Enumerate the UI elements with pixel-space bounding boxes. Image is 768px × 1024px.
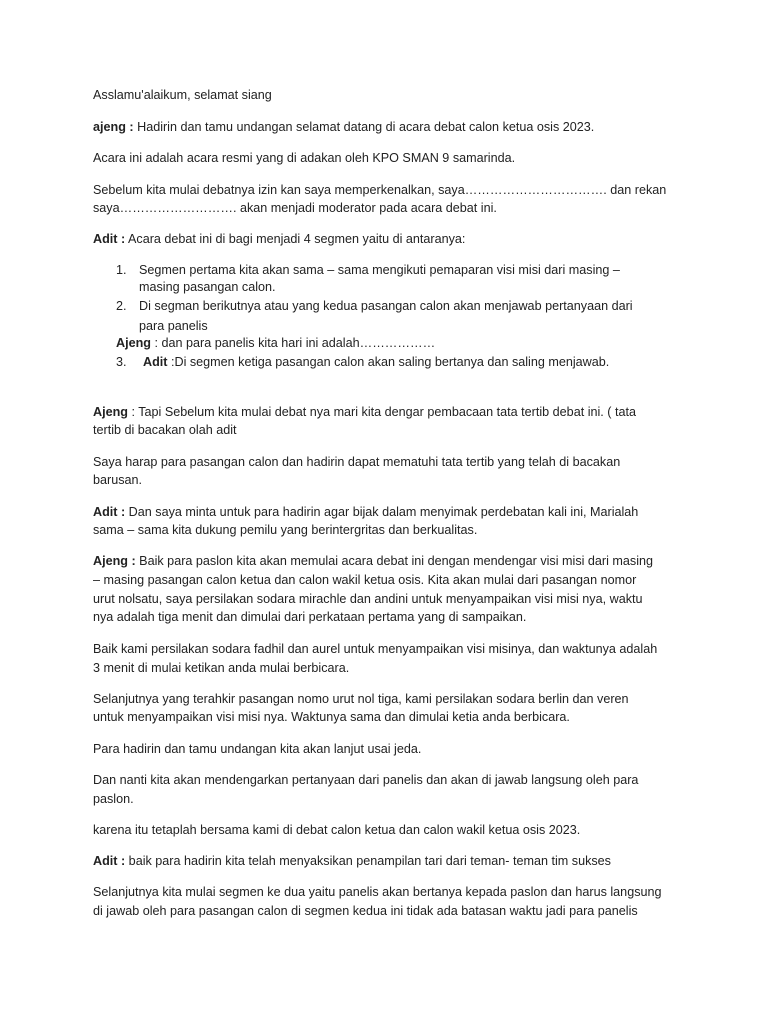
list-item-line: Di segman berikutnya atau yang kedua pasangan calon akan menjawab pertanyaan dari (139, 299, 633, 313)
list-interjection-line: Ajeng : dan para panelis kita hari ini adalah……………… (116, 336, 436, 350)
paragraph-line: Selanjutnya yang terahkir pasangan nomo urut nol tiga, kami persilakan sodara berlin dan veren (93, 692, 629, 706)
paragraph-line: paslon. (93, 792, 134, 806)
paragraph-line: Ajeng : Baik para paslon kita akan memulai acara debat ini dengan mendengar visi misi dari masing (93, 554, 654, 568)
paragraph-line: barusan. (93, 473, 143, 487)
paragraph-line: saya………………………. akan menjadi moderator pada acara debat ini. (93, 201, 497, 215)
paragraph-line: urut nolsatu, saya persilakan sodara mirachle dan andini untuk menyampaikan visi misi nya, waktu (93, 592, 643, 606)
list-number: 2. (116, 299, 127, 313)
paragraph-line: Acara ini adalah acara resmi yang di adakan oleh KPO SMAN 9 samarinda. (93, 151, 516, 165)
paragraph-line: Para hadirin dan tamu undangan kita akan lanjut usai jeda. (93, 742, 422, 756)
paragraph-line: Dan nanti kita akan mendengarkan pertanyaan dari panelis dan akan di jawab langsung oleh para (93, 773, 639, 787)
paragraph-line: Selanjutnya kita mulai segmen ke dua yaitu panelis akan bertanya kepada paslon dan harus langsung (93, 885, 662, 899)
list-item-line: Segmen pertama kita akan sama – sama mengikuti pemaparan visi misi dari masing – (139, 263, 620, 277)
speaker-label: Ajeng : (93, 554, 136, 568)
paragraph-line: Sebelum kita mulai debatnya izin kan saya memperkenalkan, saya……………………………. dan rekan (93, 183, 667, 197)
speaker-label: Adit (143, 355, 168, 369)
paragraph-line: Adit : Acara debat ini di bagi menjadi 4 segmen yaitu di antaranya: (93, 232, 466, 246)
paragraph-line: – masing pasangan calon ketua dan calon wakil ketua osis. Kita akan mulai dari pasangan nomor (93, 573, 637, 587)
speaker-label: ajeng : (93, 120, 134, 134)
paragraph-line: Adit : Dan saya minta untuk para hadirin agar bijak dalam menyimak perdebatan kali ini, Marialah (93, 505, 639, 519)
paragraph-line: 3 menit di mulai ketikan anda mulai berbicara. (93, 661, 350, 675)
list-number: 3. (116, 355, 127, 369)
speaker-label: Adit : (93, 232, 126, 246)
speaker-label: Adit : (93, 505, 126, 519)
paragraph-line: tertib di bacakan olah adit (93, 423, 237, 437)
paragraph-line: karena itu tetaplah bersama kami di debat calon ketua dan calon wakil ketua osis 2023. (93, 823, 581, 837)
speaker-label: Adit : (93, 854, 126, 868)
paragraph-line: nya adalah tiga menit dan dimulai dari perkataan pertama yang di sampaikan. (93, 610, 527, 624)
speaker-label: Ajeng (116, 336, 151, 350)
speaker-label: Ajeng (93, 405, 128, 419)
paragraph-line: sama – sama kita dukung pemilu yang berintergritas dan berkualitas. (93, 523, 478, 537)
paragraph-line: di jawab oleh para pasangan calon di segmen kedua ini tidak ada batasan waktu jadi para panelis (93, 904, 638, 918)
paragraph-line: Adit : baik para hadirin kita telah menyaksikan penampilan tari dari teman- teman tim sukses (93, 854, 611, 868)
paragraph-line: ajeng : Hadirin dan tamu undangan selamat datang di acara debat calon ketua osis 2023. (93, 120, 595, 134)
paragraph-line: Baik kami persilakan sodara fadhil dan aurel untuk menyampaikan visi misinya, dan waktunya adalah (93, 642, 658, 656)
list-item-line: para panelis (139, 319, 208, 333)
paragraph-line: untuk menyampaikan visi misi nya. Waktunya sama dan dimulai ketia anda berbicara. (93, 710, 570, 724)
list-item-line: masing pasangan calon. (139, 280, 276, 294)
paragraph-line: Saya harap para pasangan calon dan hadirin dapat mematuhi tata tertib yang telah di bacakan (93, 455, 621, 469)
greeting-line: Asslamu'alaikum, selamat siang (93, 88, 272, 102)
paragraph-line: Ajeng : Tapi Sebelum kita mulai debat nya mari kita dengar pembacaan tata tertib debat ini. ( tata (93, 405, 636, 419)
list-number: 1. (116, 263, 127, 277)
list-item-line: Adit :Di segmen ketiga pasangan calon akan saling bertanya dan saling menjawab. (143, 355, 610, 369)
